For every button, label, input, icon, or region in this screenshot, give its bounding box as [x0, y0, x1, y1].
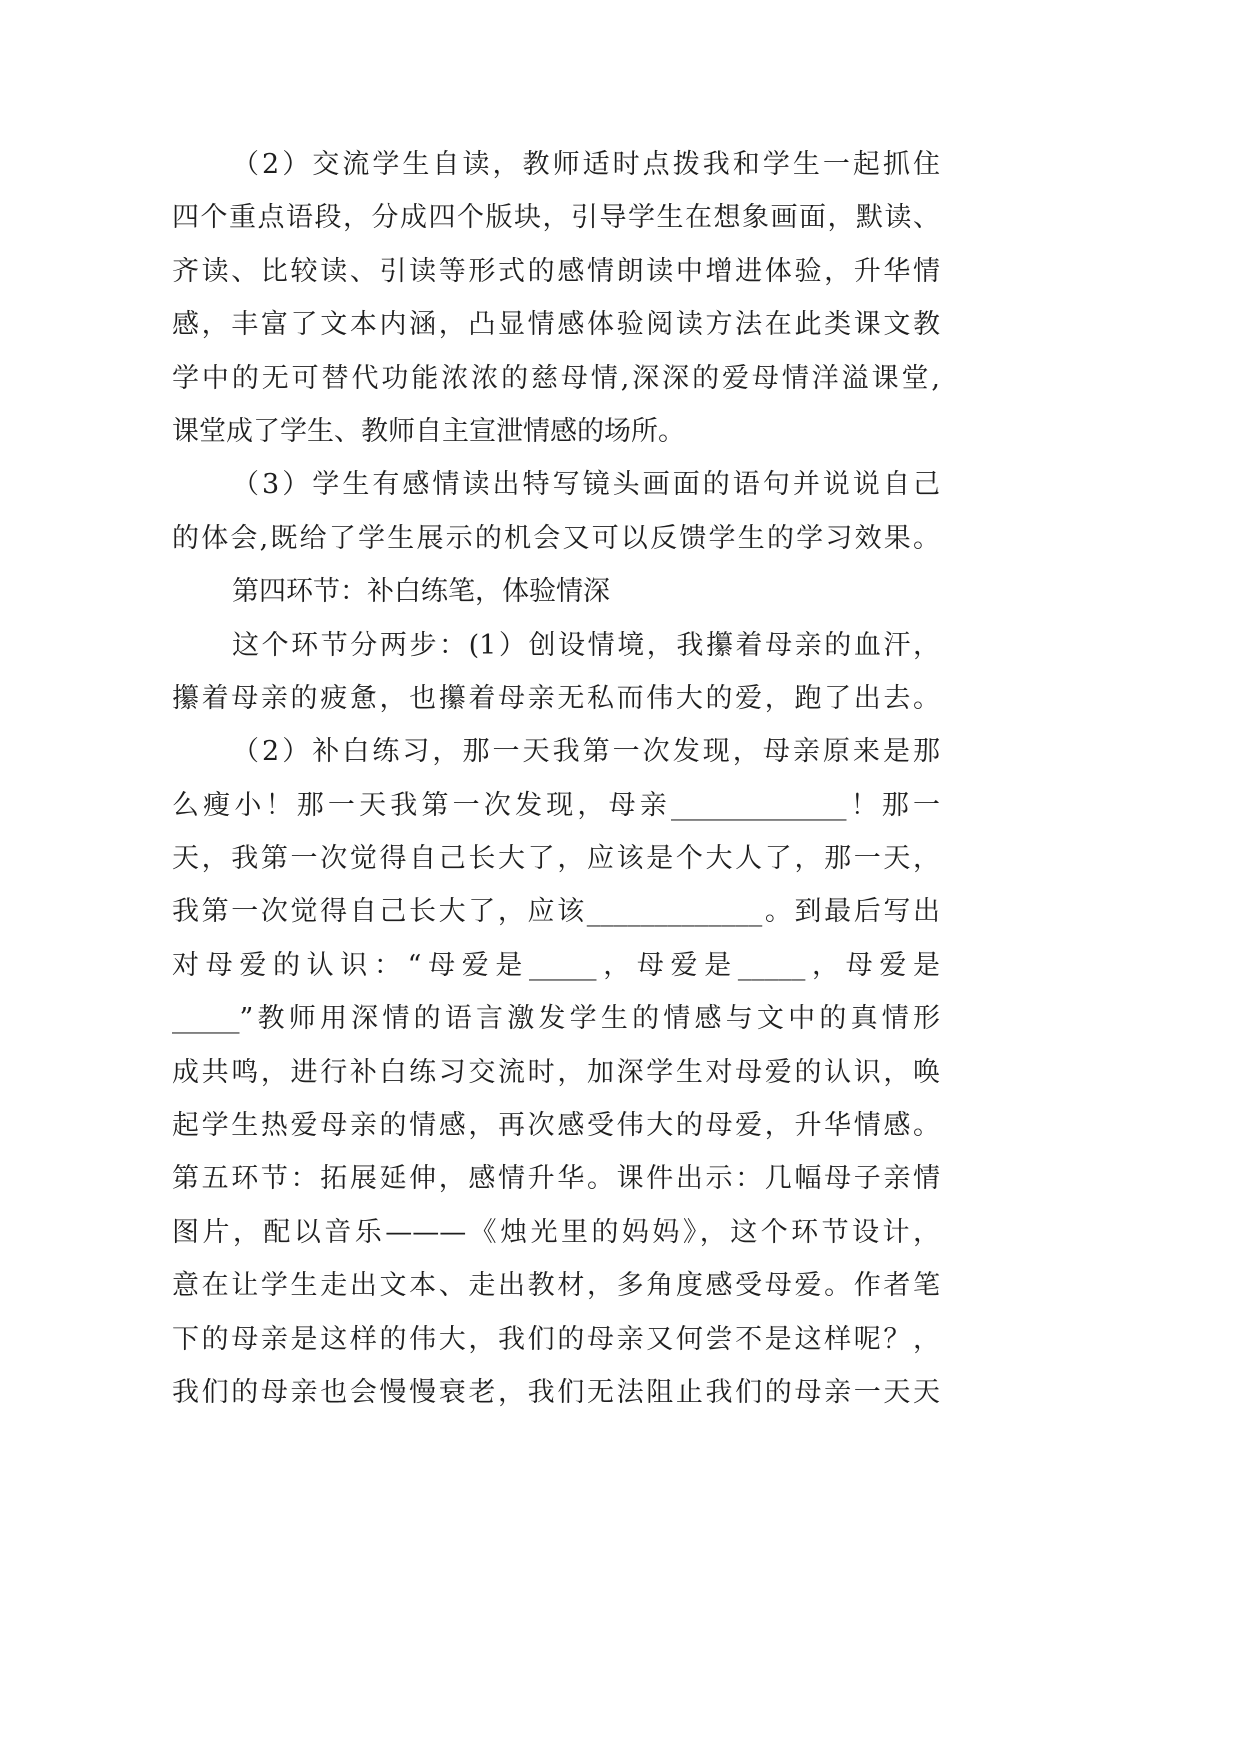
paragraph-line: 这个环节分两步：(1）创设情境，我攥着母亲的血汗，	[232, 629, 940, 661]
paragraph-line: （2）补白练习，那一天我第一次发现，母亲原来是那	[232, 736, 940, 768]
paragraph-line: 齐读、比较读、引读等形式的感情朗读中增进体验，升华情	[172, 255, 940, 287]
paragraph-line: 对母爱的认识：“母爱是_____，母爱是_____，母爱是	[172, 949, 940, 981]
paragraph-line: 成共鸣，进行补白练习交流时，加深学生对母爱的认识，唤	[172, 1056, 940, 1088]
paragraph-line: 我第一次觉得自己长大了，应该_____________。到最后写出	[172, 896, 940, 928]
document-body	[172, 138, 940, 1419]
paragraph-line: （2）交流学生自读，教师适时点拨我和学生一起抓住	[232, 149, 940, 180]
section-heading-line: 第四环节：补白练笔，体验情深	[232, 576, 610, 608]
paragraph-line: 下的母亲是这样的伟大，我们的母亲又何尝不是这样呢？，	[172, 1323, 940, 1355]
paragraph-line: 感，丰富了文本内涵，凸显情感体验阅读方法在此类课文教	[172, 309, 940, 341]
paragraph-line: （3）学生有感情读出特写镜头画面的语句并说说自己	[232, 469, 940, 501]
paragraph-line: 攥着母亲的疲惫，也攥着母亲无私而伟大的爱，跑了出去。	[172, 682, 940, 714]
paragraph-line: 意在让学生走出文本、走出教材，多角度感受母爱。作者笔	[172, 1270, 940, 1302]
paragraph-line: 课堂成了学生、教师自主宣泄情感的场所。	[172, 415, 685, 447]
paragraph-line: 我们的母亲也会慢慢衰老，我们无法阻止我们的母亲一天天	[172, 1376, 940, 1408]
paragraph-line: 四个重点语段，分成四个版块，引导学生在想象画面，默读、	[172, 202, 940, 234]
section-heading-line: 第五环节：拓展延伸，感情升华。课件出示：几幅母子亲情	[172, 1163, 940, 1195]
paragraph-line: 图片，配以音乐———《烛光里的妈妈》，这个环节设计，	[172, 1216, 940, 1248]
paragraph-line: _____”教师用深情的语言激发学生的情感与文中的真情形	[172, 1003, 940, 1035]
paragraph-line: 起学生热爱母亲的情感，再次感受伟大的母爱，升华情感。	[172, 1110, 940, 1142]
paragraph-line: 么瘦小！那一天我第一次发现，母亲_____________！那一	[172, 789, 940, 821]
paragraph-line: 天，我第一次觉得自己长大了，应该是个大人了，那一天，	[172, 843, 940, 875]
paragraph-line: 的体会,既给了学生展示的机会又可以反馈学生的学习效果。	[172, 522, 940, 554]
paragraph-line: 学中的无可替代功能浓浓的慈母情,深深的爱母情洋溢课堂,	[172, 362, 940, 394]
